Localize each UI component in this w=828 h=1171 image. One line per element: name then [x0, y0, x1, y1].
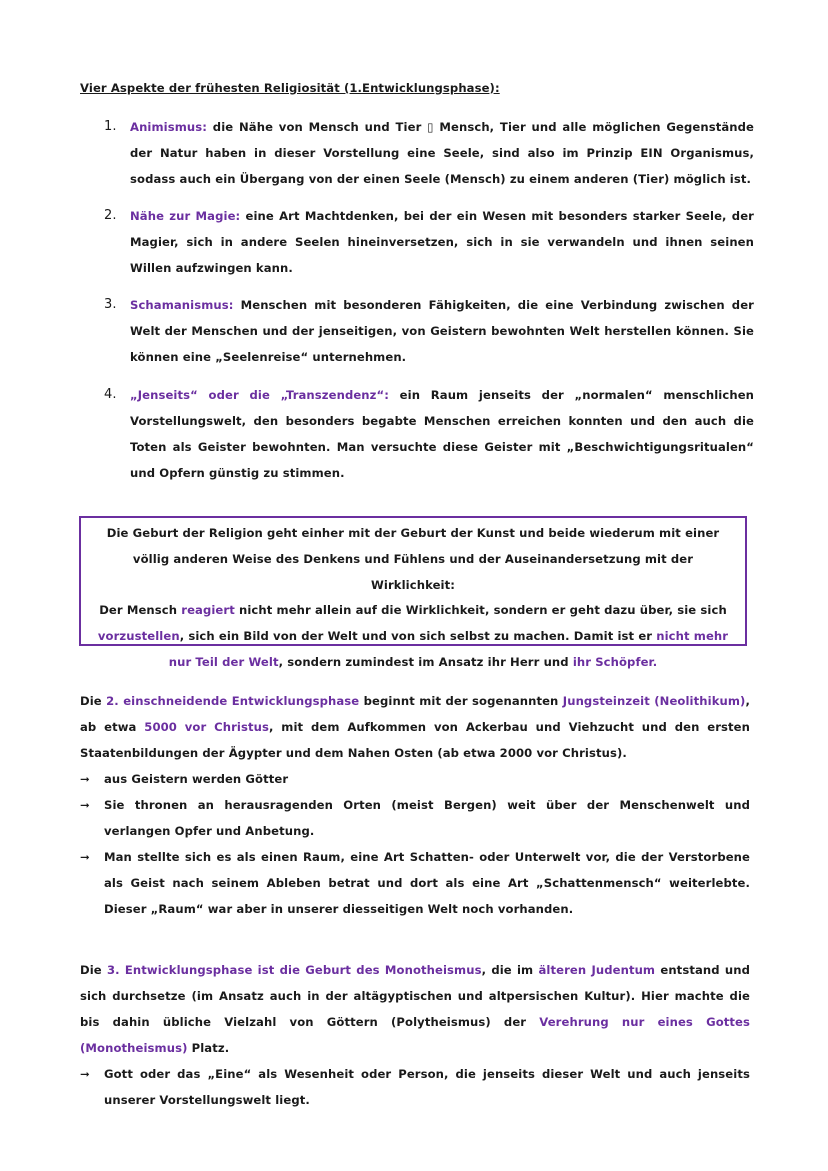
- list-item: [104, 382, 754, 486]
- highlighted-text: ihr Schöpfer.: [572, 654, 658, 669]
- list-item: [104, 114, 754, 192]
- highlighted-text: Schamanismus:: [130, 298, 234, 312]
- phase2-section: [80, 688, 750, 922]
- text-segment: ein Raum jenseits der „normalen“ menschlichen Vorstellungswelt, den besonders begabte Menschen erreichen konnten und den auch die Toten als Geister bewohnten. Man versuchte diese Geister mit „Beschwichtigungsritualen“ und Opfern günstig zu stimmen.: [130, 388, 755, 480]
- list-item-text: [130, 114, 754, 192]
- highlighted-text: 5000 vor Christus: [144, 720, 269, 734]
- text-segment: Menschen mit besonderen Fähigkeiten, die eine Verbindung zwischen der Welt der Menschen und der jenseitigen, von Geistern bewohnten Welt herstellen können. Sie können eine „Seelenreise“ unternehmen.: [130, 298, 754, 364]
- list-item-text: [130, 203, 754, 281]
- text-segment: , die im: [481, 963, 539, 977]
- list-number: 4.: [104, 387, 117, 402]
- list-item: [104, 292, 754, 370]
- highlighted-text: Nähe zur Magie:: [130, 209, 241, 223]
- text-segment: eine Art Machtdenken, bei der ein Wesen mit besonders starker Seele, der Magier, sich in andere Seelen hineinversetzen, sich in sie verwandeln und ihnen seinen Willen aufzwingen kann.: [130, 209, 754, 275]
- highlighted-text: älteren Judentum: [538, 963, 656, 977]
- text-segment: Die: [80, 963, 107, 977]
- list-number: 3.: [104, 297, 117, 312]
- heading: Vier Aspekte der frühesten Religiosität (1.Entwicklungsphase):: [80, 81, 500, 95]
- text-segment: Die: [80, 694, 107, 708]
- arrow-right-icon: ➞: [80, 798, 90, 812]
- arrow-text: Sie thronen an herausragenden Orten (meist Bergen) weit über der Menschenwelt und verlangen Opfer und Anbetung.: [104, 798, 750, 838]
- arrow-right-icon: ➞: [80, 850, 90, 864]
- arrow-right-icon: ➞: [80, 1067, 90, 1081]
- arrow-item: [80, 792, 750, 844]
- text-segment: beginnt mit der sogenannten: [359, 694, 563, 708]
- highlighted-text: nicht mehr nur Teil der Welt: [168, 629, 729, 669]
- list-item-text: [130, 382, 754, 486]
- arrow-item: [80, 1061, 750, 1113]
- text-segment: , sich ein Bild von der Welt und von sich selbst zu machen. Damit ist er: [179, 629, 657, 644]
- text-segment: Platz.: [187, 1041, 230, 1055]
- phase3-text: [80, 957, 750, 1061]
- list-item-text: [130, 292, 754, 370]
- highlighted-text: „Jenseits“ oder die „Transzendenz“:: [130, 388, 389, 402]
- phase2-text: [80, 688, 750, 766]
- summary-text: [81, 521, 745, 676]
- list-item: [104, 203, 754, 281]
- text-segment: die Nähe von Mensch und Tier ▯ Mensch, Tier und alle möglichen Gegenstände der Natur haben in dieser Vorstellung eine Seele, sind also im Prinzip EIN Organismus, sodass auch ein Übergang von der einen Seele (Mensch) zu einem anderen (Tier) möglich ist.: [130, 120, 754, 186]
- text-segment: , sondern zumindest im Ansatz ihr Herr und: [278, 654, 573, 669]
- text-segment: entstand und sich durchsetze (im Ansatz auch in der altägyptischen und altpersischen Kultur). Hier machte die bis dahin übliche Vielzahl von Göttern (Polytheismus) der: [80, 963, 750, 1029]
- highlighted-text: Animismus:: [130, 120, 208, 134]
- highlighted-text: Verehrung nur eines Gottes (Monotheismus): [80, 1015, 751, 1055]
- arrow-text: aus Geistern werden Götter: [104, 772, 289, 786]
- highlighted-text: Jungsteinzeit (Neolithikum): [562, 694, 746, 708]
- arrow-text: Gott oder das „Eine“ als Wesenheit oder Person, die jenseits dieser Welt und auch jenseits unserer Vorstellungswelt liegt.: [104, 1067, 750, 1107]
- summary-box: [79, 516, 747, 669]
- text-segment: nicht mehr allein auf die Wirklichkeit, sondern er geht dazu über, sie sich: [234, 603, 727, 618]
- arrow-item: [80, 766, 750, 792]
- text-segment: , ab etwa: [80, 694, 750, 734]
- arrow-right-icon: ➞: [80, 772, 90, 786]
- phase3-section: [80, 957, 750, 1113]
- text-segment: Die Geburt der Religion geht einher mit der Geburt der Kunst und beide wiederum mit einer völlig anderen Weise des Denkens und Fühlens und der Auseinandersetzung mit der Wirklichkeit: Der Mensch: [99, 526, 720, 618]
- highlighted-text: 3. Entwicklungsphase ist die Geburt des Monotheismus: [107, 963, 482, 977]
- highlighted-text: 2. einschneidende Entwicklungsphase: [106, 694, 360, 708]
- list-number: 2.: [104, 208, 117, 223]
- text-segment: , mit dem Aufkommen von Ackerbau und Viehzucht und den ersten Staatenbildungen der Ägypter und dem Nahen Osten (ab etwa 2000 vor Christus).: [80, 720, 750, 760]
- highlighted-text: vorzustellen: [97, 629, 180, 644]
- arrow-item: [80, 844, 750, 922]
- arrow-text: Man stellte sich es als einen Raum, eine Art Schatten- oder Unterwelt vor, die der Verstorbene als Geist nach seinem Ableben betrat und dort als eine Art „Schattenmensch“ weiterlebte. Dieser „Raum“ war aber in unserer diesseitigen Welt noch vorhanden.: [104, 850, 750, 916]
- highlighted-text: reagiert: [181, 603, 235, 618]
- list-number: 1.: [104, 119, 117, 134]
